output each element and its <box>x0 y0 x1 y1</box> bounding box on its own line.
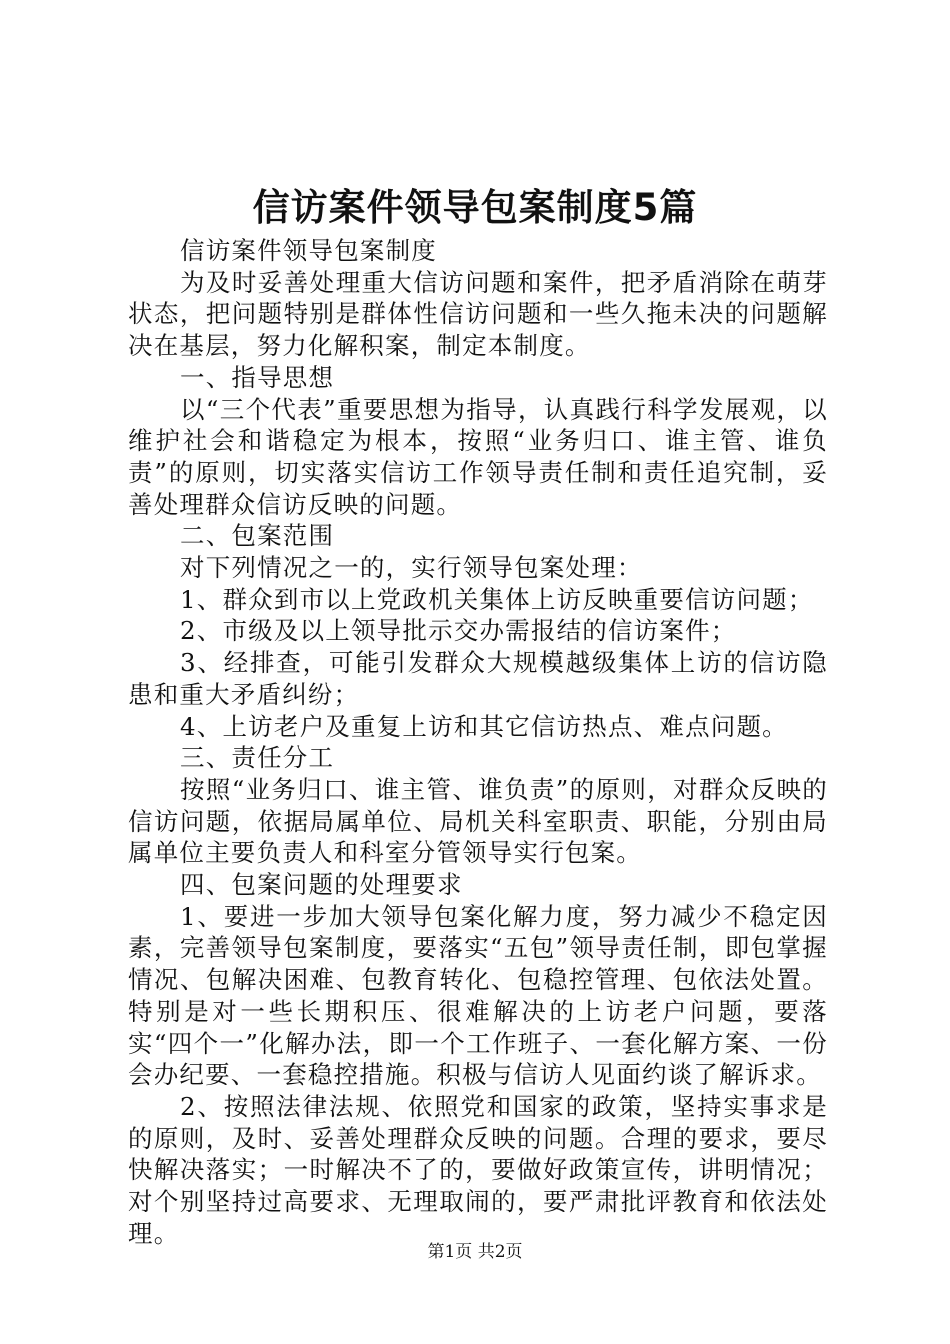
document-body <box>128 235 828 1250</box>
list-item-3: 3、经排查，可能引发群众大规模越级集体上访的信访隐患和重大矛盾纠纷； <box>128 648 828 709</box>
paragraph-guiding-thought: 以“三个代表”重要思想为指导，认真践行科学发展观，以维护社会和谐稳定为根本，按照“业务归口、谁主管、谁负责”的原则，切实落实信访工作领导责任制和责任追究制，妥善处理群众信访反映的问题。 <box>128 394 828 519</box>
page-footer: 第1页 共2页 <box>427 1242 523 1262</box>
paragraph-heading-main: 信访案件领导包案制度 <box>180 236 437 265</box>
list-item-1: 1、群众到市以上党政机关集体上访反映重要信访问题； <box>180 584 814 614</box>
paragraph-scope-intro: 对下列情况之一的，实行领导包案处理： <box>180 553 643 583</box>
section-heading-1: 一、指导思想 <box>180 362 335 392</box>
paragraph-requirement-1: 1、要进一步加大领导包案化解力度，努力减少不稳定因素，完善领导包案制度，要落实“五包”领导责任制，即包掌握情况、包解决困难、包教育转化、包稳控管理、包依法处置。特别是对一些长期积压、很难解决的上访老户问题，要落实“四个一”化解办法，即一个工作班子、一套化解方案、一份会办纪要、一套稳控措施。积极与信访人见面约谈了解诉求。 <box>128 901 828 1090</box>
section-heading-2: 二、包案范围 <box>180 521 335 551</box>
section-heading-4: 四、包案问题的处理要求 <box>180 870 463 900</box>
paragraph-intro: 为及时妥善处理重大信访问题和案件，把矛盾消除在萌芽状态，把问题特别是群体性信访问题和一些久拖未决的问题解决在基层，努力化解积案，制定本制度。 <box>128 267 828 361</box>
section-heading-3: 三、责任分工 <box>180 743 335 773</box>
list-item-2: 2、市级及以上领导批示交办需报结的信访案件； <box>180 616 737 646</box>
paragraph-responsibility: 按照“业务归口、谁主管、谁负责”的原则，对群众反映的信访问题，依据局属单位、局机关科室职责、职能，分别由局属单位主要负责人和科室分管领导实行包案。 <box>128 774 828 868</box>
list-item-4: 4、上访老户及重复上访和其它信访热点、难点问题。 <box>180 711 788 741</box>
paragraph-requirement-2: 2、按照法律法规、依照党和国家的政策，坚持实事求是的原则，及时、妥善处理群众反映的问题。合理的要求，要尽快解决落实；一时解决不了的，要做好政策宣传，讲明情况；对个别坚持过高要求、无理取闹的，要严肃批评教育和依法处理。 <box>128 1091 828 1248</box>
document-title: 信访案件领导包案制度5篇 <box>252 186 698 229</box>
